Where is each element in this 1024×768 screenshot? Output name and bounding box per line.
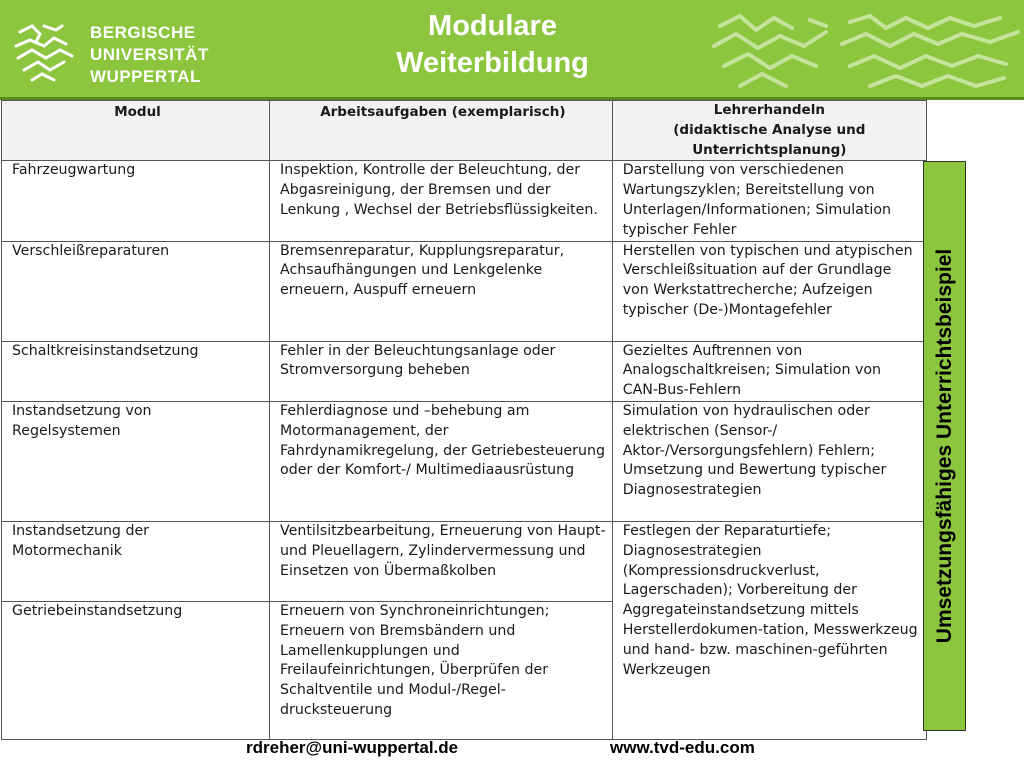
footer-website[interactable]: www.tvd-edu.com	[610, 738, 755, 757]
decorative-pattern	[700, 12, 1024, 92]
cell-lehrerhandeln: Herstellen von typischen und atypischen Verschleißsituation auf der Grundlage von Werkstattrecherche; Aufzeigen typischer (De-)Montagefehler	[612, 241, 926, 341]
lion-crest-icon	[10, 20, 78, 88]
cell-aufgaben: Fehlerdiagnose und –behebung am Motormanagement, der Fahrdynamikregelung, der Getriebesteuerung oder der Komfort-/ Multimediaausrüstung	[270, 401, 613, 521]
table-row	[2, 341, 927, 401]
table-header-row	[2, 101, 927, 161]
cell-modul: Instandsetzung der Motormechanik	[2, 521, 270, 601]
side-label: Umsetzungsfähiges Unterrichtsbeispiel	[933, 248, 956, 644]
cell-lehrerhandeln: Festlegen der Reparaturtiefe; Diagnosestrategien (Kompressionsdruckverlust, Lagerschaden); Vorbereitung der Aggregateinstandsetzung mittels Herstellerdokumen-tation, Messwerkzeug und hand- bzw. maschinen-geführten Werkzeugen	[612, 521, 926, 739]
university-name	[90, 22, 209, 88]
page-title	[330, 8, 655, 82]
cell-aufgaben: Fehler in der Beleuchtungsanlage oder Stromversorgung beheben	[270, 341, 613, 401]
cell-modul: Getriebeinstandsetzung	[2, 601, 270, 739]
cell-lehrerhandeln: Gezieltes Auftrennen von Analogschaltkreisen; Simulation von CAN-Bus-Fehlern	[612, 341, 926, 401]
cell-aufgaben: Inspektion, Kontrolle der Beleuchtung, der Abgasreinigung, der Bremsen und der Lenkung , Wechsel der Betriebsflüssigkeiten.	[270, 161, 613, 241]
side-panel	[923, 161, 966, 731]
column-header-modul: Modul	[2, 101, 270, 161]
table-row	[2, 521, 927, 601]
module-table	[1, 100, 927, 740]
title-line-1: Modulare	[428, 10, 557, 42]
cell-aufgaben: Ventilsitzbearbeitung, Erneuerung von Haupt- und Pleuellagern, Zylindervermessung und Einsetzen von Übermaßkolben	[270, 521, 613, 601]
table-row	[2, 241, 927, 341]
table-row	[2, 401, 927, 521]
university-line-2: UNIVERSITÄT	[90, 45, 209, 64]
cell-lehrerhandeln: Darstellung von verschiedenen Wartungszyklen; Bereitstellung von Unterlagen/Informationen; Simulation typischer Fehler	[612, 161, 926, 241]
cell-modul: Verschleißreparaturen	[2, 241, 270, 341]
cell-lehrerhandeln: Simulation von hydraulischen oder elektrischen (Sensor-/ Aktor-/Versorgungsfehlern) Fehlern; Umsetzung und Bewertung typischer Diagnosestrategien	[612, 401, 926, 521]
footer-email[interactable]: rdreher@uni-wuppertal.de	[246, 738, 459, 757]
cell-modul: Instandsetzung von Regelsystemen	[2, 401, 270, 521]
header-band	[0, 0, 1024, 97]
column-header-aufgaben: Arbeitsaufgaben (exemplarisch)	[270, 101, 613, 161]
column-header-lehrerhandeln: Lehrerhandeln (didaktische Analyse und Unterrichtsplanung)	[612, 101, 926, 161]
cell-modul: Fahrzeugwartung	[2, 161, 270, 241]
title-line-2: Weiterbildung	[396, 47, 589, 79]
cell-modul: Schaltkreisinstandsetzung	[2, 341, 270, 401]
university-line-1: BERGISCHE	[90, 23, 196, 42]
university-line-3: WUPPERTAL	[90, 67, 201, 86]
cell-aufgaben: Bremsenreparatur, Kupplungsreparatur, Achsaufhängungen und Lenkgelenke erneuern, Auspuff erneuern	[270, 241, 613, 341]
cell-aufgaben: Erneuern von Synchroneinrichtungen; Erneuern von Bremsbändern und Lamellenkupplungen und Freilaufeinrichtungen, Überprüfen der Schaltventile und Modul-/Regel-drucksteuerung	[270, 601, 613, 739]
table-row	[2, 161, 927, 241]
